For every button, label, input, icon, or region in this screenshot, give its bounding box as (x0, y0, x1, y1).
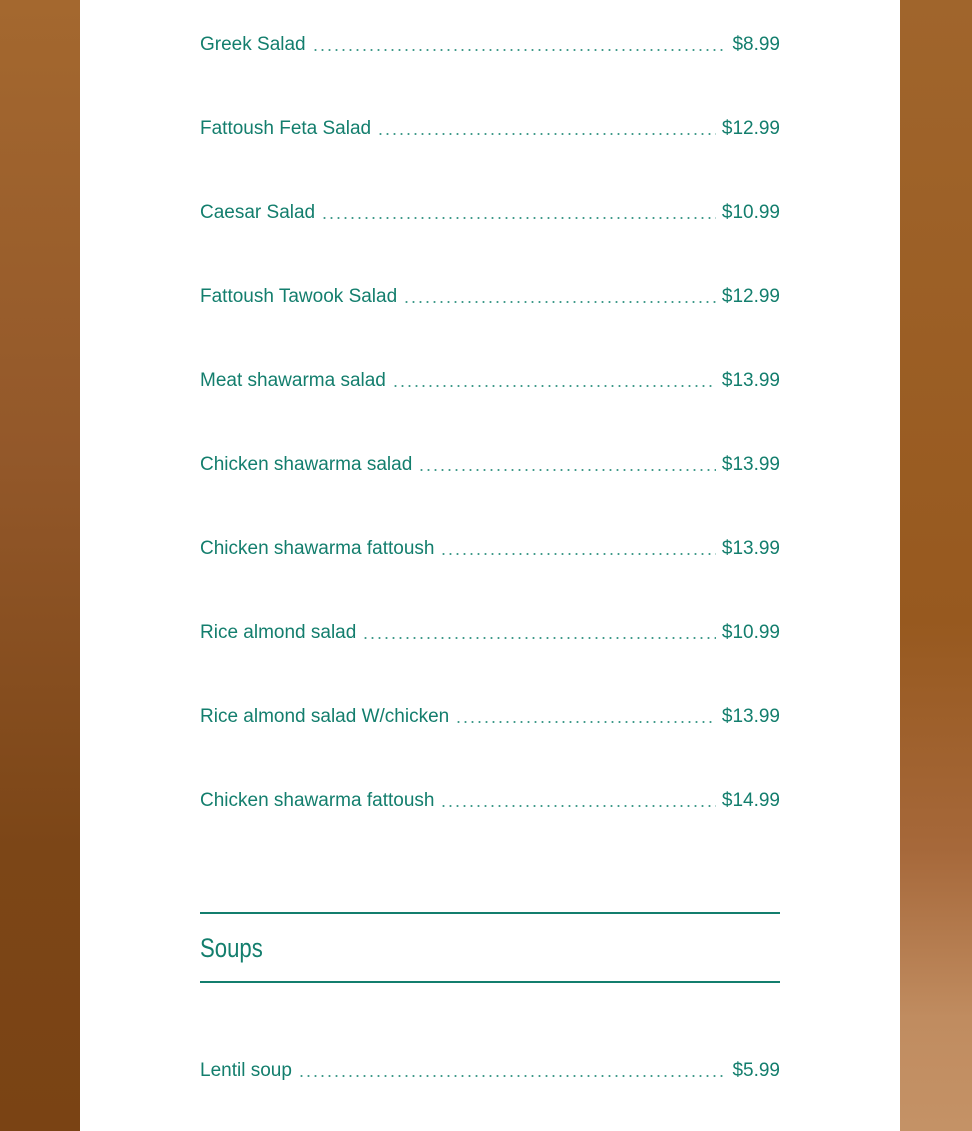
menu-item-name: Lentil soup (200, 1060, 292, 1081)
menu-item-price: $12.99 (721, 286, 780, 307)
menu-item-meat-shawarma-salad (200, 364, 780, 392)
menu-item-price: $13.99 (721, 538, 780, 559)
menu-item-price: $10.99 (721, 202, 780, 223)
menu-item-fattoush-tawook-salad (200, 280, 780, 308)
menu-item-name: Fattoush Tawook Salad (200, 286, 398, 307)
dot-leader (298, 1074, 727, 1078)
menu-item-name: Chicken shawarma salad (200, 454, 413, 475)
dot-leader (418, 468, 716, 472)
dot-leader (362, 636, 716, 640)
menu-item-lentil-soup (200, 1054, 780, 1082)
menu-item-name: Greek Salad (200, 34, 306, 55)
background-left (0, 0, 80, 1131)
menu-item-chicken-shawarma-fattoush-2 (200, 784, 780, 812)
menu-item-name: Chicken shawarma fattoush (200, 538, 435, 559)
dot-leader (377, 132, 716, 136)
menu-item-chicken-shawarma-fattoush (200, 532, 780, 560)
menu-item-caesar-salad (200, 196, 780, 224)
menu-item-price: $12.99 (721, 118, 780, 139)
menu-item-price: $13.99 (721, 454, 780, 475)
dot-leader (321, 216, 716, 220)
menu-item-rice-almond-salad-chicken (200, 700, 780, 728)
menu-item-price: $8.99 (732, 34, 780, 55)
menu-item-name: Meat shawarma salad (200, 370, 386, 391)
section-divider-top (200, 912, 780, 914)
menu-item-price: $10.99 (721, 622, 780, 643)
dot-leader (392, 384, 716, 388)
menu-item-name: Chicken shawarma fattoush (200, 790, 435, 811)
dot-leader (455, 720, 716, 724)
menu-item-name: Caesar Salad (200, 202, 316, 223)
background-right (900, 0, 972, 1131)
dot-leader (403, 300, 716, 304)
menu-item-price: $14.99 (721, 790, 780, 811)
dot-leader (312, 48, 727, 52)
menu-item-price: $13.99 (721, 370, 780, 391)
dot-leader (440, 552, 715, 556)
menu-item-price: $13.99 (721, 706, 780, 727)
menu-item-name: Rice almond salad W/chicken (200, 706, 450, 727)
section-divider-bottom (200, 981, 780, 983)
dot-leader (440, 804, 715, 808)
section-title-soups: Soups (200, 933, 263, 963)
menu-item-greek-salad (200, 28, 780, 56)
menu-item-fattoush-feta-salad (200, 112, 780, 140)
menu-item-name: Rice almond salad (200, 622, 357, 643)
menu-item-price: $5.99 (732, 1060, 780, 1081)
menu-item-chicken-shawarma-salad (200, 448, 780, 476)
menu-item-name: Fattoush Feta Salad (200, 118, 372, 139)
menu-item-rice-almond-salad (200, 616, 780, 644)
